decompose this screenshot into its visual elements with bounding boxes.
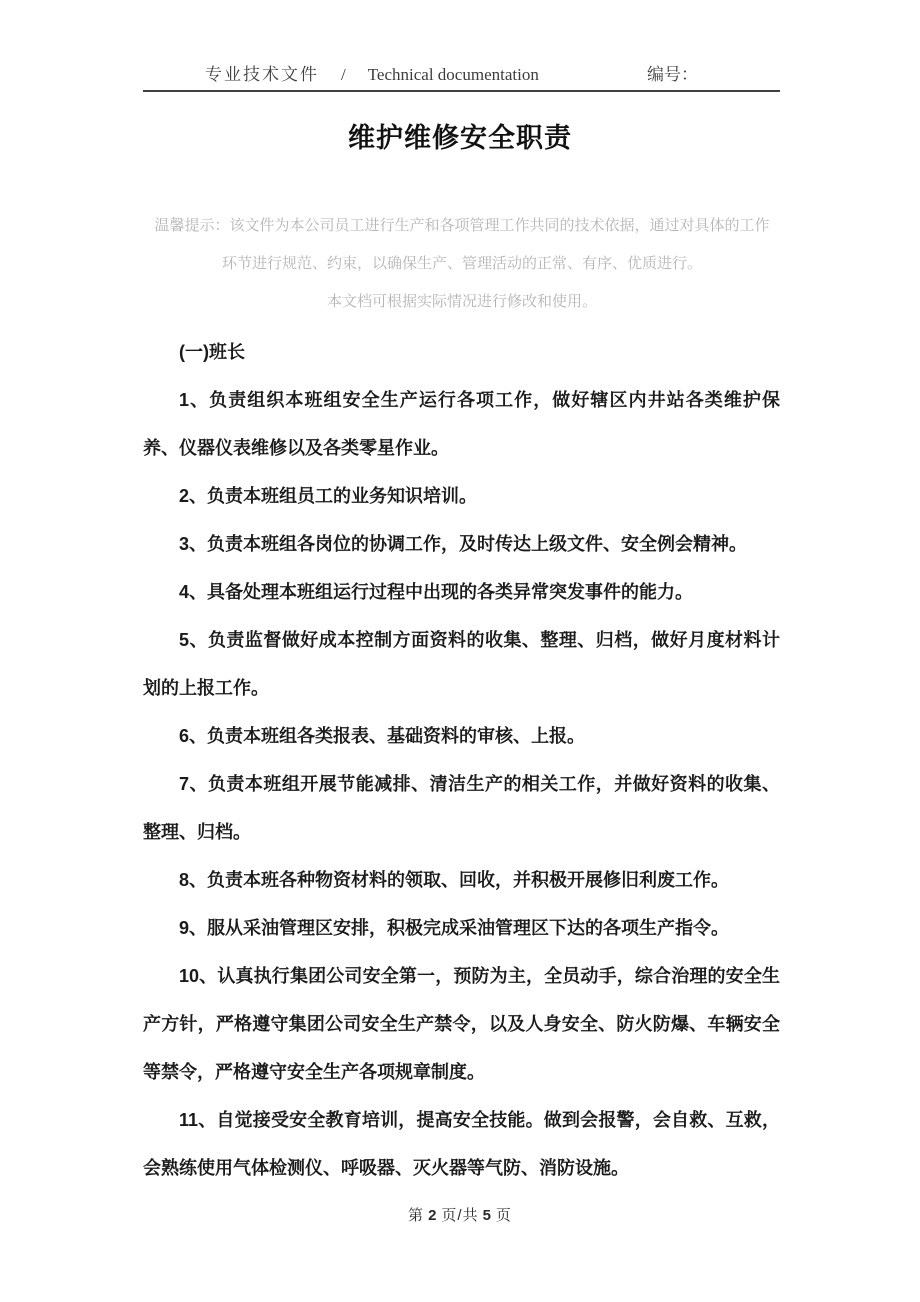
notice-line-1: 温馨提示：该文件为本公司员工进行生产和各项管理工作共同的技术依据，通过对具体的工作 bbox=[154, 217, 770, 234]
list-item-8: 8、负责本班各种物资材料的领取、回收，并积极开展修旧利废工作。 bbox=[179, 870, 730, 890]
list-item-6: 6、负责本班组各类报表、基础资料的审核、上报。 bbox=[179, 726, 586, 746]
footer-label-page: 第 bbox=[408, 1207, 425, 1224]
list-item-11: 11、自觉接受安全教育培训，提高安全技能。做到会报警，会自救、互救，会熟练使用气体检测仪、呼吸器、灭火器等气防、消防设施。 bbox=[143, 1110, 780, 1178]
notice-block bbox=[140, 207, 784, 321]
document-body bbox=[143, 328, 780, 1192]
list-item-3: 3、负责本班组各岗位的协调工作，及时传达上级文件、安全例会精神。 bbox=[179, 534, 748, 554]
list-item-5: 5、负责监督做好成本控制方面资料的收集、整理、归档，做好月度材料计划的上报工作。 bbox=[143, 630, 780, 698]
list-item-9: 9、服从采油管理区安排，积极完成采油管理区下达的各项生产指令。 bbox=[179, 918, 730, 938]
footer-total-pages: 5 bbox=[482, 1207, 492, 1224]
list-item-4: 4、具备处理本班组运行过程中出现的各类异常突发事件的能力。 bbox=[179, 582, 694, 602]
list-item-10: 10、认真执行集团公司安全第一，预防为主，全员动手，综合治理的安全生产方针，严格遵守集团公司安全生产禁令，以及人身安全、防火防爆、车辆安全等禁令，严格遵守安全生产各项规章制度。 bbox=[143, 966, 780, 1082]
list-item-7: 7、负责本班组开展节能减排、清洁生产的相关工作，并做好资料的收集、整理、归档。 bbox=[143, 774, 780, 842]
page-header bbox=[143, 60, 780, 92]
header-separator: / bbox=[341, 65, 346, 84]
section-heading: (一)班长 bbox=[179, 342, 245, 362]
notice-line-3: 本文档可根据实际情况进行修改和使用。 bbox=[326, 293, 597, 310]
page-footer bbox=[0, 1204, 920, 1225]
footer-label-of: 页/共 bbox=[441, 1207, 479, 1224]
footer-label-pages: 页 bbox=[495, 1207, 512, 1224]
footer-current-page: 2 bbox=[428, 1207, 438, 1224]
list-item-2: 2、负责本班组员工的业务知识培训。 bbox=[179, 486, 478, 506]
header-doc-type-en: Technical documentation bbox=[367, 65, 539, 84]
header-number-label: 编号： bbox=[647, 65, 698, 84]
document-title: 维护维修安全职责 bbox=[348, 123, 572, 153]
notice-line-2: 环节进行规范、约束，以确保生产、管理活动的正常、有序、优质进行。 bbox=[221, 255, 702, 272]
header-doc-type-cn: 专业技术文件 bbox=[205, 65, 319, 84]
list-item-1: 1、负责组织本班组安全生产运行各项工作，做好辖区内井站各类维护保养、仪器仪表维修以及各类零星作业。 bbox=[143, 390, 780, 458]
